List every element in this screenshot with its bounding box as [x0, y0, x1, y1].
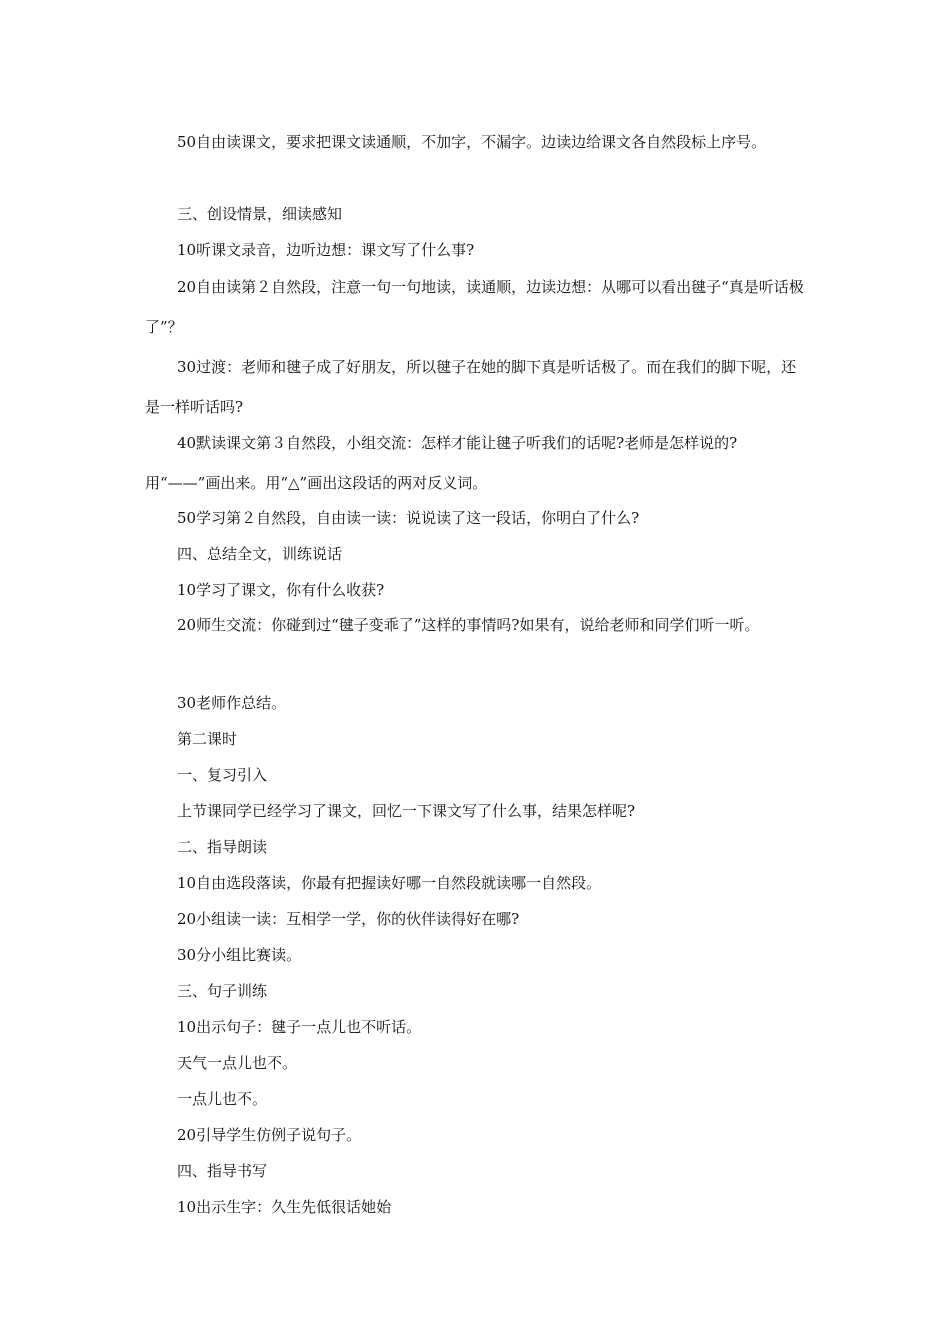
paragraph-12: 第二课时: [177, 730, 238, 748]
paragraph-9: 10学习了课文，你有什么收获?: [177, 581, 385, 599]
paragraph-15: 二、指导朗读: [177, 838, 268, 856]
paragraph-22: 一点儿也不。: [177, 1090, 268, 1108]
paragraph-8: 四、总结全文，训练说话: [177, 545, 343, 563]
paragraph-19: 三、句子训练: [177, 982, 268, 1000]
paragraph-1: 50自由读课文，要求把课文读通顺，不加字，不漏字。边读边给课文各自然段标上序号。: [177, 133, 767, 151]
paragraph-24: 四、指导书写: [177, 1162, 268, 1180]
paragraph-23: 20引导学生仿例子说句子。: [177, 1126, 362, 1144]
paragraph-2: 三、创设情景，细读感知: [177, 205, 343, 223]
paragraph-25: 10出示生字：久生先低很话她始: [177, 1198, 392, 1216]
paragraph-10: 20师生交流：你碰到过“毽子变乖了”这样的事情吗?如果有，说给老师和同学们听一听。: [177, 616, 760, 634]
paragraph-18: 30分小组比赛读。: [177, 946, 302, 964]
paragraph-6: 40默读课文第３自然段，小组交流：怎样才能让毽子听我们的话呢?老师是怎样说的?用“——”画出来。用“△”画出这段话的两对反义词。: [145, 434, 738, 492]
paragraph-16: 10自由选段落读，你最有把握读好哪一自然段就读哪一自然段。: [177, 874, 602, 892]
paragraph-7: 50学习第２自然段，自由读一读：说说读了这一段话，你明白了什么?: [177, 509, 640, 527]
paragraph-21: 天气一点儿也不。: [177, 1054, 298, 1072]
paragraph-4: 20自由读第２自然段，注意一句一句地读，读通顺，边读边想：从哪可以看出毽子“真是听话极了”？: [145, 278, 804, 336]
paragraph-14: 上节课同学已经学习了课文，回忆一下课文写了什么事，结果怎样呢?: [177, 802, 636, 820]
paragraph-3: 10听课文录音，边听边想：课文写了什么事?: [177, 241, 475, 259]
paragraph-20: 10出示句子：毽子一点儿也不听话。: [177, 1018, 422, 1036]
paragraph-17: 20小组读一读：互相学一学，你的伙伴读得好在哪?: [177, 910, 520, 928]
paragraph-11: 30老师作总结。: [177, 694, 287, 712]
paragraph-5: 30过渡：老师和毽子成了好朋友，所以毽子在她的脚下真是听话极了。而在我们的脚下呢，还是一样听话吗?: [145, 358, 797, 416]
paragraph-13: 一、复习引入: [177, 766, 268, 784]
